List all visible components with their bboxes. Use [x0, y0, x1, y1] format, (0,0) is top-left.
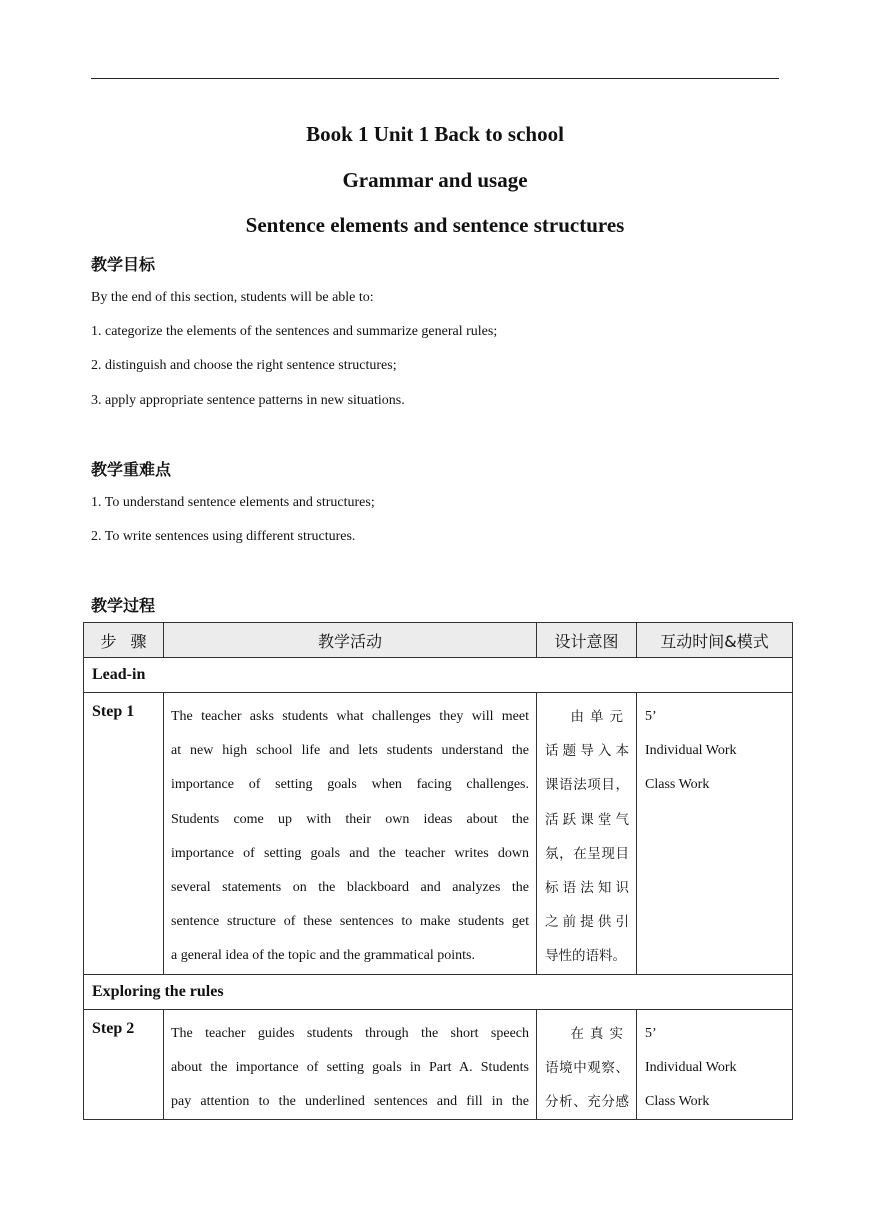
activity-cell	[164, 1009, 537, 1120]
purpose-line: 标语法知识	[545, 880, 629, 897]
section-row	[84, 658, 793, 693]
process-heading: 教学过程	[91, 596, 156, 615]
column-header-mode: 互动时间&模式	[637, 623, 793, 658]
section-row	[84, 974, 793, 1009]
objective-item: 2. distinguish and choose the right sentence structures;	[91, 358, 397, 373]
document-subtitle: Grammar and usage	[342, 168, 528, 192]
column-header-activity: 教学活动	[164, 623, 537, 658]
purpose-line: 由单元	[570, 709, 629, 725]
table-row	[84, 1009, 793, 1120]
step-label: Step 1	[84, 693, 164, 975]
activity-line: sentence structure of these sentences to make students get	[171, 914, 529, 930]
activity-line: The teacher asks students what challenges they will meet	[171, 709, 529, 724]
purpose-line: 在真实	[570, 1025, 629, 1042]
activity-line: pay attention to the underlined sentences and fill in the	[171, 1094, 529, 1110]
activity-line: Students come up with their own ideas about the	[171, 811, 529, 827]
column-header-step: 步骤	[84, 623, 164, 658]
key-point-item: 2. To write sentences using different structures.	[91, 529, 356, 544]
purpose-line: 分析、充分感	[545, 1094, 629, 1111]
section-title: Lead-in	[84, 658, 793, 693]
purpose-line: 之前提供引	[545, 914, 629, 931]
section-title: Exploring the rules	[84, 974, 793, 1009]
step-label: Step 2	[84, 1009, 164, 1120]
purpose-line: 导性的语料。	[545, 948, 626, 965]
process-table	[83, 622, 793, 1120]
activity-line: a general idea of the topic and the grammatical points.	[171, 948, 475, 964]
time-value: 5’	[645, 709, 657, 724]
column-header-purpose: 设计意图	[537, 623, 637, 658]
objective-item: 1. categorize the elements of the sentences and summarize general rules;	[91, 324, 498, 339]
key-points-heading: 教学重难点	[91, 460, 172, 479]
purpose-line: 氛，在呈现目	[545, 845, 629, 862]
document-topic: Sentence elements and sentence structures	[245, 213, 625, 237]
mode-item: Class Work	[645, 1094, 710, 1110]
activity-cell	[164, 693, 537, 975]
purpose-line: 话题导入本	[545, 743, 629, 760]
mode-cell	[637, 1009, 793, 1120]
mode-item: Individual Work	[645, 743, 737, 759]
objectives-heading: 教学目标	[91, 255, 156, 274]
purpose-cell	[537, 693, 637, 975]
purpose-line: 语境中观察、	[545, 1059, 629, 1076]
table-header-row	[84, 623, 793, 658]
mode-item: Individual Work	[645, 1059, 737, 1075]
objective-item: 3. apply appropriate sentence patterns in new situations.	[91, 393, 405, 408]
objectives-intro: By the end of this section, students will be able to:	[91, 290, 374, 305]
key-point-item: 1. To understand sentence elements and structures;	[91, 495, 375, 510]
purpose-line: 课语法项目，	[545, 777, 629, 794]
activity-line: importance of setting goals when facing challenges.	[171, 777, 529, 793]
document-title: Book 1 Unit 1 Back to school	[306, 122, 564, 146]
activity-line: several statements on the blackboard and analyzes the	[171, 880, 529, 896]
purpose-line: 活跃课堂气	[545, 811, 629, 828]
purpose-cell	[537, 1009, 637, 1120]
mode-item: Class Work	[645, 777, 710, 793]
activity-line: The teacher guides students through the short speech	[171, 1025, 529, 1041]
activity-line: about the importance of setting goals in Part A. Students	[171, 1059, 529, 1075]
header-rule	[91, 78, 779, 79]
activity-line: at new high school life and lets students understand the	[171, 743, 529, 759]
time-value: 5’	[645, 1025, 657, 1041]
mode-cell	[637, 693, 793, 975]
activity-line: importance of setting goals and the teacher writes down	[171, 845, 529, 861]
table-row	[84, 693, 793, 975]
